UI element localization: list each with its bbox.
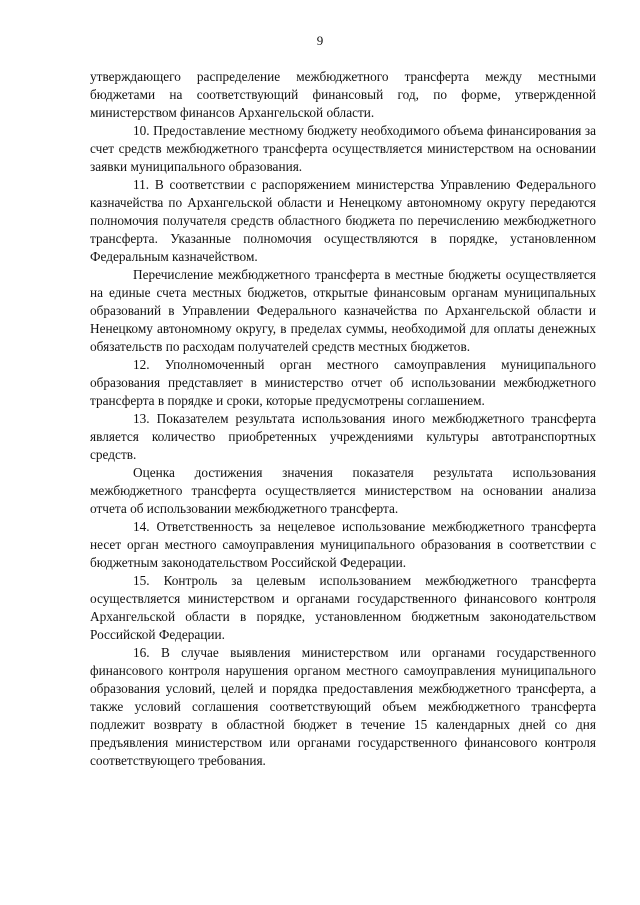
page-number: 9: [316, 33, 324, 48]
paragraph-item-10: 10. Предоставление местному бюджету необходимого объема финансирования за счет средств межбюджетного трансферта осуществляется министерством на основании заявки муниципального образования.: [90, 123, 596, 174]
paragraph-item-15: 15. Контроль за целевым использованием межбюджетного трансферта осуществляется министерством и органами государственного финансового контроля Архангельской области в порядке, установленном бюджетным законодательством Российской Федерации.: [90, 573, 596, 642]
paragraph-continuation: утверждающего распределение межбюджетного трансферта между местными бюджетами на соответствующий финансовый год, по форме, утвержденной министерством финансов Архангельской области.: [90, 69, 596, 120]
paragraph-item-16: 16. В случае выявления министерством или органами государственного финансового контроля нарушения органом местного самоуправления муниципального образования условий, целей и порядка предоставления межбюджетного трансферта, а также условий соглашения соответствующий объем межбюджетного трансферта подлежит возврату в областной бюджет в течение 15 календарных дней со дня предъявления министерством или органами государственного финансового контроля соответствующего требования.: [90, 645, 596, 768]
document-body: [90, 68, 596, 770]
paragraph-result-assessment: Оценка достижения значения показателя результата использования межбюджетного трансферта осуществляется министерством на основании анализа отчета об использовании межбюджетного трансферта.: [90, 465, 596, 516]
paragraph-item-14: 14. Ответственность за нецелевое использование межбюджетного трансферта несет орган местного самоуправления муниципального образования в соответствии с бюджетным законодательством Российской Федерации.: [90, 519, 596, 570]
paragraph-item-11: 11. В соответствии с распоряжением министерства Управлению Федерального казначейства по Архангельской области и Ненецкому автономному округу передаются полномочия получателя средств областного бюджета по перечислению межбюджетного трансферта. Указанные полномочия осуществляются в порядке, установленном Федеральным казначейством.: [90, 177, 596, 264]
paragraph-item-13: 13. Показателем результата использования иного межбюджетного трансферта является количество приобретенных учреждениями культуры автотранспортных средств.: [90, 411, 596, 462]
paragraph-transfer-accounts: Перечисление межбюджетного трансферта в местные бюджеты осуществляется на единые счета местных бюджетов, открытые финансовым органам муниципальных образований в Управлении Федерального казначейства по Архангельской области и Ненецкому автономному округу, в пределах суммы, необходимой для оплаты денежных обязательств по расходам получателей средств местных бюджетов.: [90, 267, 596, 354]
paragraph-item-12: 12. Уполномоченный орган местного самоуправления муниципального образования представляет в министерство отчет об использовании межбюджетного трансферта в порядке и сроки, которые предусмотрены соглашением.: [90, 357, 596, 408]
